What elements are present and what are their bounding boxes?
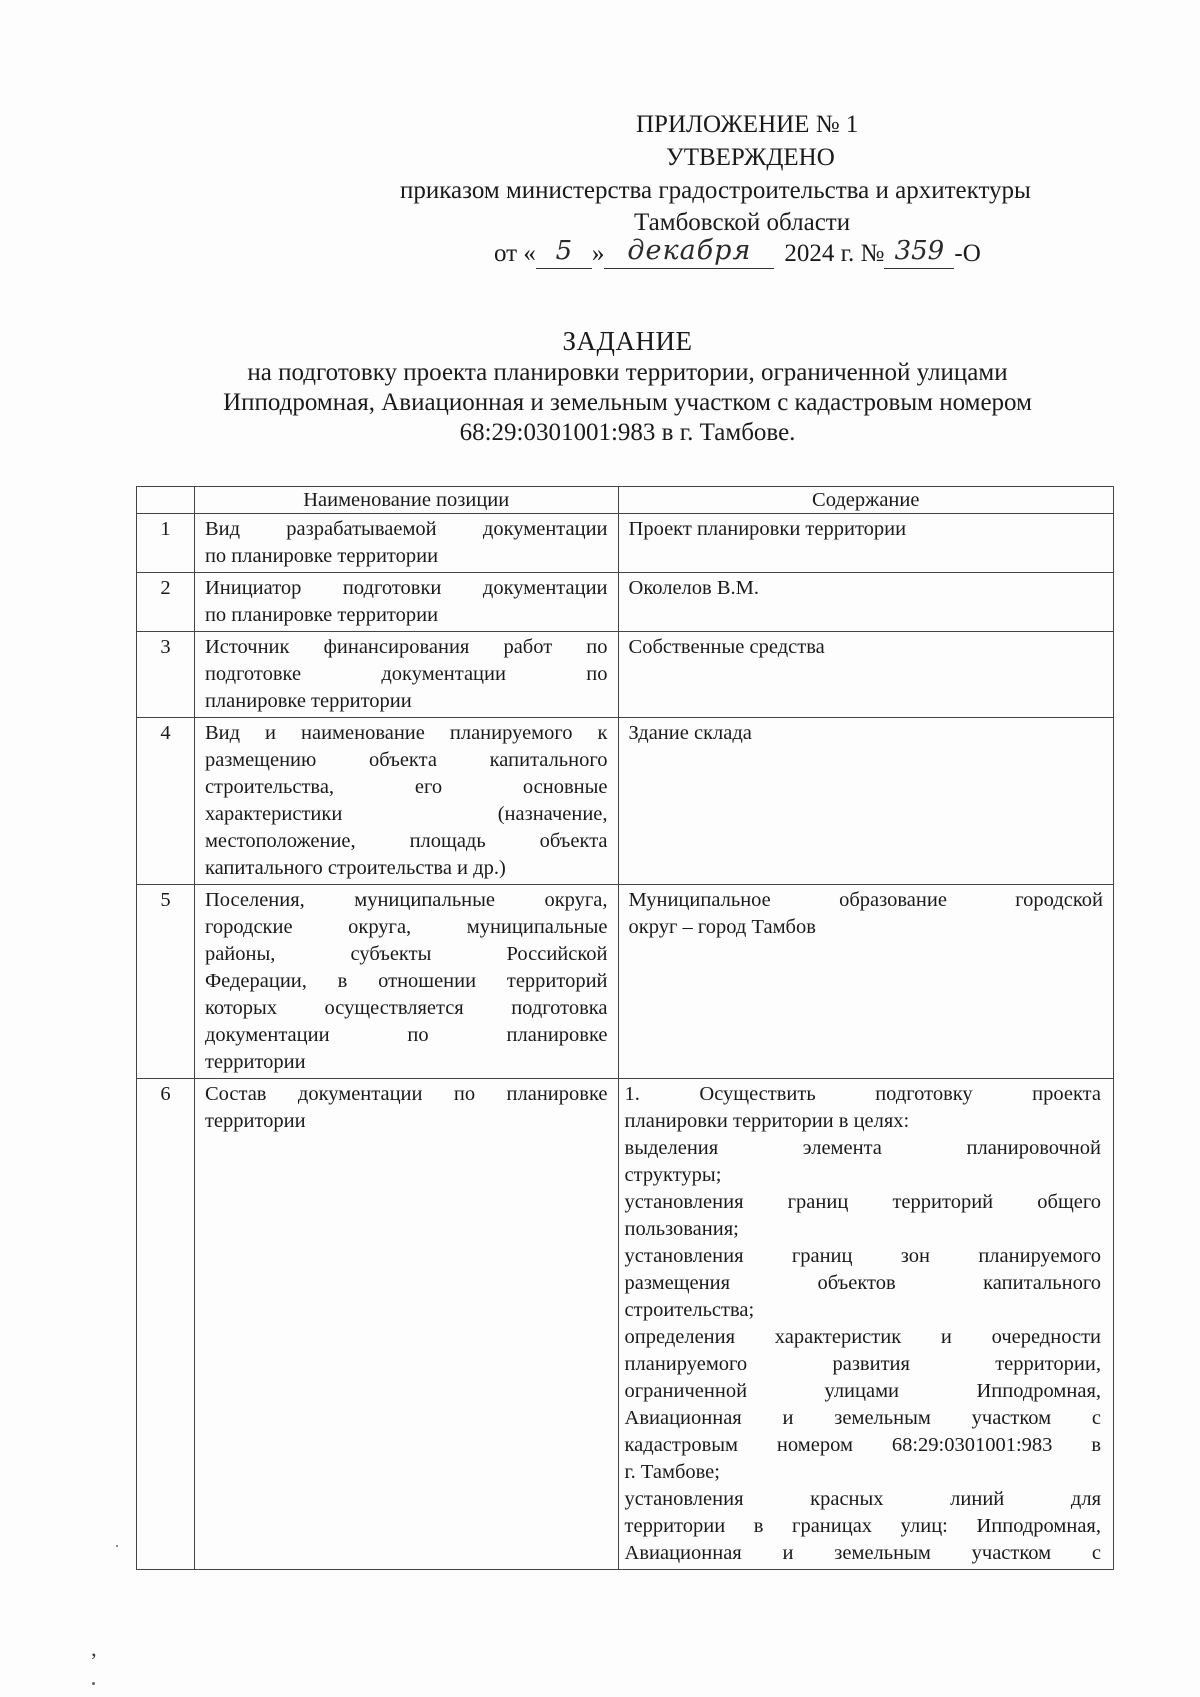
position-name-cell bbox=[194, 573, 618, 632]
handwritten-day: 5 bbox=[536, 238, 592, 269]
content-line: Околелов В.М. bbox=[628, 577, 759, 599]
region-line: Тамбовской области bbox=[634, 209, 851, 236]
table-row bbox=[137, 718, 1114, 885]
position-name-cell bbox=[194, 632, 618, 718]
position-name-line: документации по планировке bbox=[204, 1024, 608, 1046]
header-content: Содержание bbox=[618, 487, 1113, 514]
date-quote-close: » bbox=[591, 240, 605, 267]
content-cell bbox=[618, 1079, 1113, 1570]
content-line: пользования; bbox=[624, 1218, 739, 1240]
position-name-line: местоположение, площадь объекта bbox=[204, 830, 608, 852]
content-line: кадастровым номером 68:29:0301001:983 в bbox=[624, 1434, 1101, 1456]
task-table bbox=[136, 486, 1114, 1570]
position-name-line: строительства, его основные bbox=[204, 776, 608, 798]
position-name-line: территории bbox=[204, 1110, 306, 1132]
position-name-line: капитального строительства и др.) bbox=[204, 857, 506, 879]
table-row bbox=[137, 514, 1114, 573]
appendix-number: ПРИЛОЖЕНИЕ № 1 bbox=[636, 111, 859, 138]
date-prefix: от « bbox=[494, 240, 536, 267]
scan-artifact-mark: ’ bbox=[90, 1648, 98, 1673]
task-subtitle-line: на подготовку проекта планировки территории, ограниченной улицами bbox=[247, 359, 1008, 386]
row-number: 1 bbox=[137, 514, 195, 573]
table-row bbox=[137, 573, 1114, 632]
order-date-line bbox=[494, 235, 981, 269]
content-line: 1. Осуществить подготовку проекта bbox=[624, 1083, 1101, 1105]
position-name-line: Вид и наименование планируемого к bbox=[204, 722, 608, 744]
content-line: установления границ зон планируемого bbox=[624, 1245, 1101, 1267]
table-row bbox=[137, 1079, 1114, 1570]
content-line: г. Тамбове; bbox=[624, 1461, 720, 1483]
row-number: 5 bbox=[137, 885, 195, 1079]
content-cell bbox=[618, 573, 1113, 632]
content-cell bbox=[618, 885, 1113, 1079]
content-line: Проект планировки территории bbox=[628, 518, 907, 540]
approved-stamp-text: УТВЕРЖДЕНО bbox=[666, 144, 835, 171]
table-row bbox=[137, 885, 1114, 1079]
position-name-cell bbox=[194, 514, 618, 573]
position-name-line: планировке территории bbox=[204, 690, 412, 712]
content-line: выделения элемента планировочной bbox=[624, 1137, 1101, 1159]
scan-artifact-speck bbox=[92, 1682, 95, 1685]
position-name-line: которых осуществляется подготовка bbox=[204, 997, 608, 1019]
content-line: территории в границах улиц: Ипподромная, bbox=[624, 1515, 1101, 1537]
position-name-line: Вид разрабатываемой документации bbox=[204, 518, 608, 540]
content-cell bbox=[618, 632, 1113, 718]
date-year-text: 2024 г. № bbox=[784, 240, 885, 267]
table-header-row bbox=[137, 487, 1114, 514]
content-line: установления красных линий для bbox=[624, 1488, 1101, 1510]
content-line: определения характеристик и очередности bbox=[624, 1326, 1101, 1348]
handwritten-order-number: 359 bbox=[884, 238, 954, 269]
handwritten-month: декабря bbox=[604, 238, 774, 269]
position-name-line: городские округа, муниципальные bbox=[204, 916, 608, 938]
table-row bbox=[137, 632, 1114, 718]
order-issuer-line: приказом министерства градостроительства и архитектуры bbox=[400, 177, 1031, 204]
position-name-cell bbox=[194, 718, 618, 885]
content-line: округ – город Тамбов bbox=[628, 916, 816, 938]
order-suffix: -О bbox=[954, 240, 981, 267]
content-line: структуры; bbox=[624, 1164, 722, 1186]
position-name-line: районы, субъекты Российской bbox=[204, 943, 608, 965]
row-number: 4 bbox=[137, 718, 195, 885]
content-line: размещения объектов капитального bbox=[624, 1272, 1101, 1294]
position-name-line: характеристики (назначение, bbox=[204, 803, 608, 825]
position-name-line: Состав документации по планировке bbox=[204, 1083, 608, 1105]
row-number: 6 bbox=[137, 1079, 195, 1570]
content-line: ограниченной улицами Ипподромная, bbox=[624, 1380, 1101, 1402]
task-title: ЗАДАНИЕ bbox=[562, 326, 693, 356]
position-name-line: Источник финансирования работ по bbox=[204, 636, 608, 658]
position-name-line: размещению объекта капитального bbox=[204, 749, 608, 771]
position-name-line: по планировке территории bbox=[204, 604, 439, 626]
task-title-block bbox=[150, 326, 1105, 448]
position-name-line: территории bbox=[204, 1051, 306, 1073]
position-name-line: Поселения, муниципальные округа, bbox=[204, 889, 608, 911]
content-line: планировки территории в целях: bbox=[624, 1110, 910, 1132]
header-position-name: Наименование позиции bbox=[194, 487, 618, 514]
content-line: Авиационная и земельным участком с bbox=[624, 1407, 1101, 1429]
content-line: планируемого развития территории, bbox=[624, 1353, 1101, 1375]
scan-artifact-speck bbox=[116, 1545, 118, 1547]
content-line: установления границ территорий общего bbox=[624, 1191, 1101, 1213]
content-line: Собственные средства bbox=[628, 636, 825, 658]
position-name-line: Федерации, в отношении территорий bbox=[204, 970, 608, 992]
header-num bbox=[137, 487, 195, 514]
content-line: Здание склада bbox=[628, 722, 752, 744]
position-name-line: по планировке территории bbox=[204, 545, 439, 567]
task-subtitle-line: 68:29:0301001:983 в г. Тамбове. bbox=[459, 419, 796, 446]
row-number: 2 bbox=[137, 573, 195, 632]
position-name-line: Инициатор подготовки документации bbox=[204, 577, 608, 599]
row-number: 3 bbox=[137, 632, 195, 718]
task-subtitle-line: Ипподромная, Авиационная и земельным участком с кадастровым номером bbox=[223, 389, 1032, 416]
content-cell bbox=[618, 514, 1113, 573]
content-line: Авиационная и земельным участком с bbox=[624, 1542, 1101, 1564]
position-name-cell bbox=[194, 885, 618, 1079]
position-name-cell bbox=[194, 1079, 618, 1570]
content-line: Муниципальное образование городской bbox=[628, 889, 1103, 911]
content-cell bbox=[618, 718, 1113, 885]
table-body bbox=[137, 514, 1114, 1570]
content-line: строительства; bbox=[624, 1299, 755, 1321]
position-name-line: подготовке документации по bbox=[204, 663, 608, 685]
